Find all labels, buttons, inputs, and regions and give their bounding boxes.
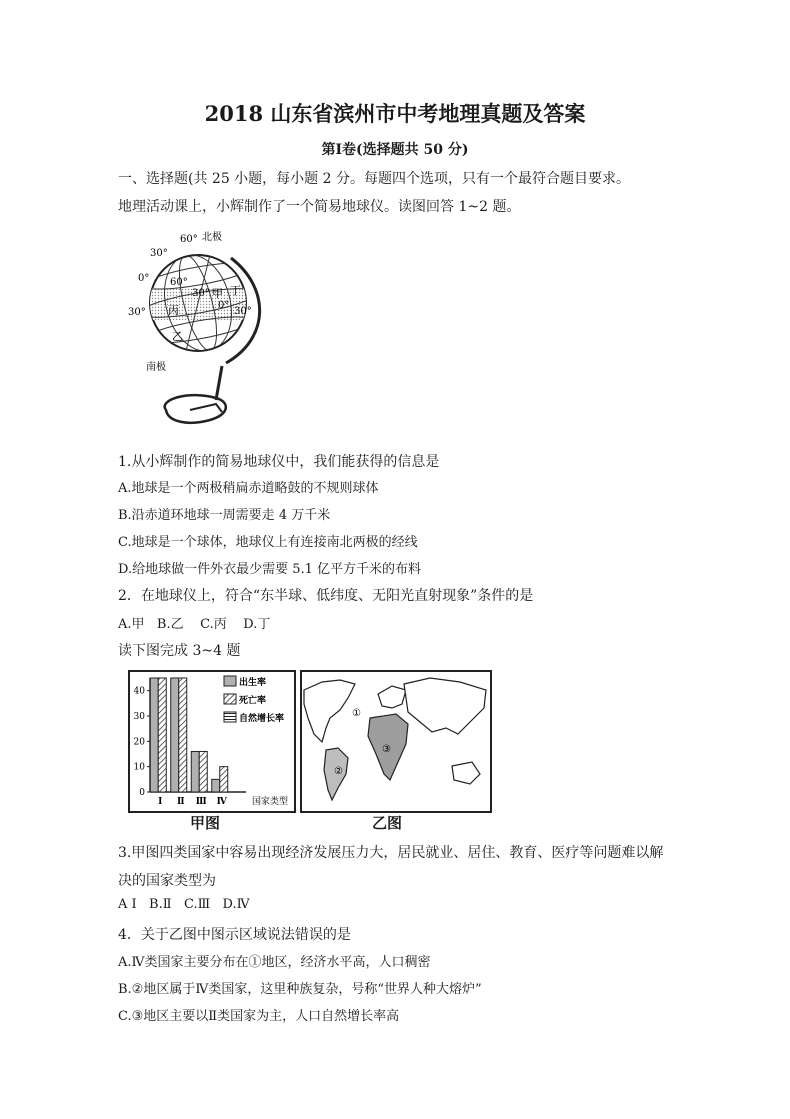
question-2-options: A.甲 B.乙 C.丙 D.丁: [118, 617, 271, 632]
point-bing-label: 丙: [168, 304, 179, 317]
y-tick-label: 10: [133, 762, 145, 773]
instructions: 一、选择题(共 25 小题，每小题 2 分。每题四个选项，只有一个最符合题目要求。: [118, 171, 630, 187]
question-1-option-d: D.给地球做一件外衣最少需要 5.1 亿平方千米的布料: [118, 562, 422, 577]
legend-label: 出生率: [239, 678, 267, 688]
south-pole-label: 南极: [146, 362, 166, 373]
y-tick-label: 30: [133, 712, 145, 722]
bar-死亡率-Ⅲ: [199, 751, 207, 792]
region-marker-3: ③: [382, 744, 391, 755]
point-ding-label: 丁: [230, 284, 241, 297]
region-marker-1: ①: [352, 708, 361, 719]
globe-label: 60°: [170, 277, 188, 288]
globe-label: 0°: [138, 273, 150, 284]
point-jia-label: 甲: [212, 287, 223, 300]
y-tick-label: 0: [139, 788, 145, 798]
section-heading: 第Ⅰ卷(选择题共 50 分): [321, 142, 469, 158]
question-4-option-b: B.②地区属于Ⅳ类国家，这里种族复杂，号称“世界人种大熔炉”: [118, 982, 482, 997]
question-1-option-a: A.地球是一个两极稍扁赤道略鼓的不规则球体: [118, 481, 379, 496]
bar-出生率-Ⅱ: [171, 678, 179, 792]
x-tick-label: Ⅳ: [216, 797, 227, 807]
legend-swatch: [224, 676, 236, 686]
question-1-option-c: C.地球是一个球体，地球仪上有连接南北两极的经线: [118, 535, 418, 550]
chart-caption: 甲图: [190, 814, 221, 832]
context-q3-4: 读下图完成 3~4 题: [118, 643, 241, 659]
globe-label: 60°: [180, 234, 198, 245]
point-yi-label: 乙: [172, 330, 183, 343]
question-1-option-b: B.沿赤道环地球一周需要走 4 万千米: [118, 508, 331, 523]
question-3-stem-line1: 3.甲图四类国家中容易出现经济发展压力大，居民就业、居住、教育、医疗等问题难以解: [118, 845, 664, 861]
question-4-option-c: C.③地区主要以Ⅱ类国家为主，人口自然增长率高: [118, 1009, 400, 1024]
legend-swatch: [224, 712, 236, 722]
question-1-stem: 1.从小辉制作的简易地球仪中，我们能获得的信息是: [118, 454, 440, 470]
question-4-stem: 4．关于乙图中图示区域说法错误的是: [118, 927, 351, 943]
context-q1-2: 地理活动课上，小辉制作了一个简易地球仪。读图回答 1~2 题。: [118, 199, 521, 215]
bar-出生率-Ⅲ: [191, 751, 199, 792]
y-tick-label: 40: [133, 686, 145, 697]
question-3-stem-line2: 决的国家类型为: [118, 873, 216, 889]
globe-label: 30°: [234, 306, 252, 317]
region-marker-2: ②: [334, 766, 343, 777]
legend-label: 自然增长率: [239, 714, 285, 724]
globe-label: 0°: [218, 300, 230, 311]
legend-swatch: [224, 694, 236, 704]
globe-label: 30°: [150, 248, 168, 259]
document-title: 2018 山东省滨州市中考地理真题及答案: [204, 101, 586, 126]
x-axis-label: 国家类型: [252, 797, 289, 807]
x-tick-label: Ⅱ: [176, 797, 185, 807]
question-3-options: A Ⅰ B.Ⅱ C.Ⅲ D.Ⅳ: [118, 897, 250, 912]
question-2-stem: 2．在地球仪上，符合“东半球、低纬度、无阳光直射现象”条件的是: [118, 588, 534, 604]
y-tick-label: 20: [133, 737, 145, 748]
question-4-option-a: A.Ⅳ类国家主要分布在①地区，经济水平高，人口稠密: [118, 955, 431, 970]
north-pole-label: 北极: [202, 232, 222, 243]
bar-死亡率-Ⅰ: [158, 678, 166, 792]
globe-stand-stem: [216, 366, 222, 400]
globe-label: 30°: [128, 307, 146, 318]
x-tick-label: Ⅰ: [158, 797, 163, 807]
globe-figure: [118, 228, 268, 433]
x-tick-label: Ⅲ: [195, 797, 207, 807]
bar-出生率-Ⅰ: [150, 678, 158, 792]
globe-label: 30°: [192, 288, 210, 299]
world-map: [300, 670, 492, 813]
birth-death-rate-chart: [128, 670, 296, 813]
bar-死亡率-Ⅳ: [220, 767, 228, 792]
legend-label: 死亡率: [239, 696, 267, 706]
map-caption: 乙图: [372, 814, 403, 832]
bar-死亡率-Ⅱ: [179, 678, 187, 792]
globe-stand-cut: [190, 404, 222, 412]
bar-出生率-Ⅳ: [212, 779, 220, 792]
